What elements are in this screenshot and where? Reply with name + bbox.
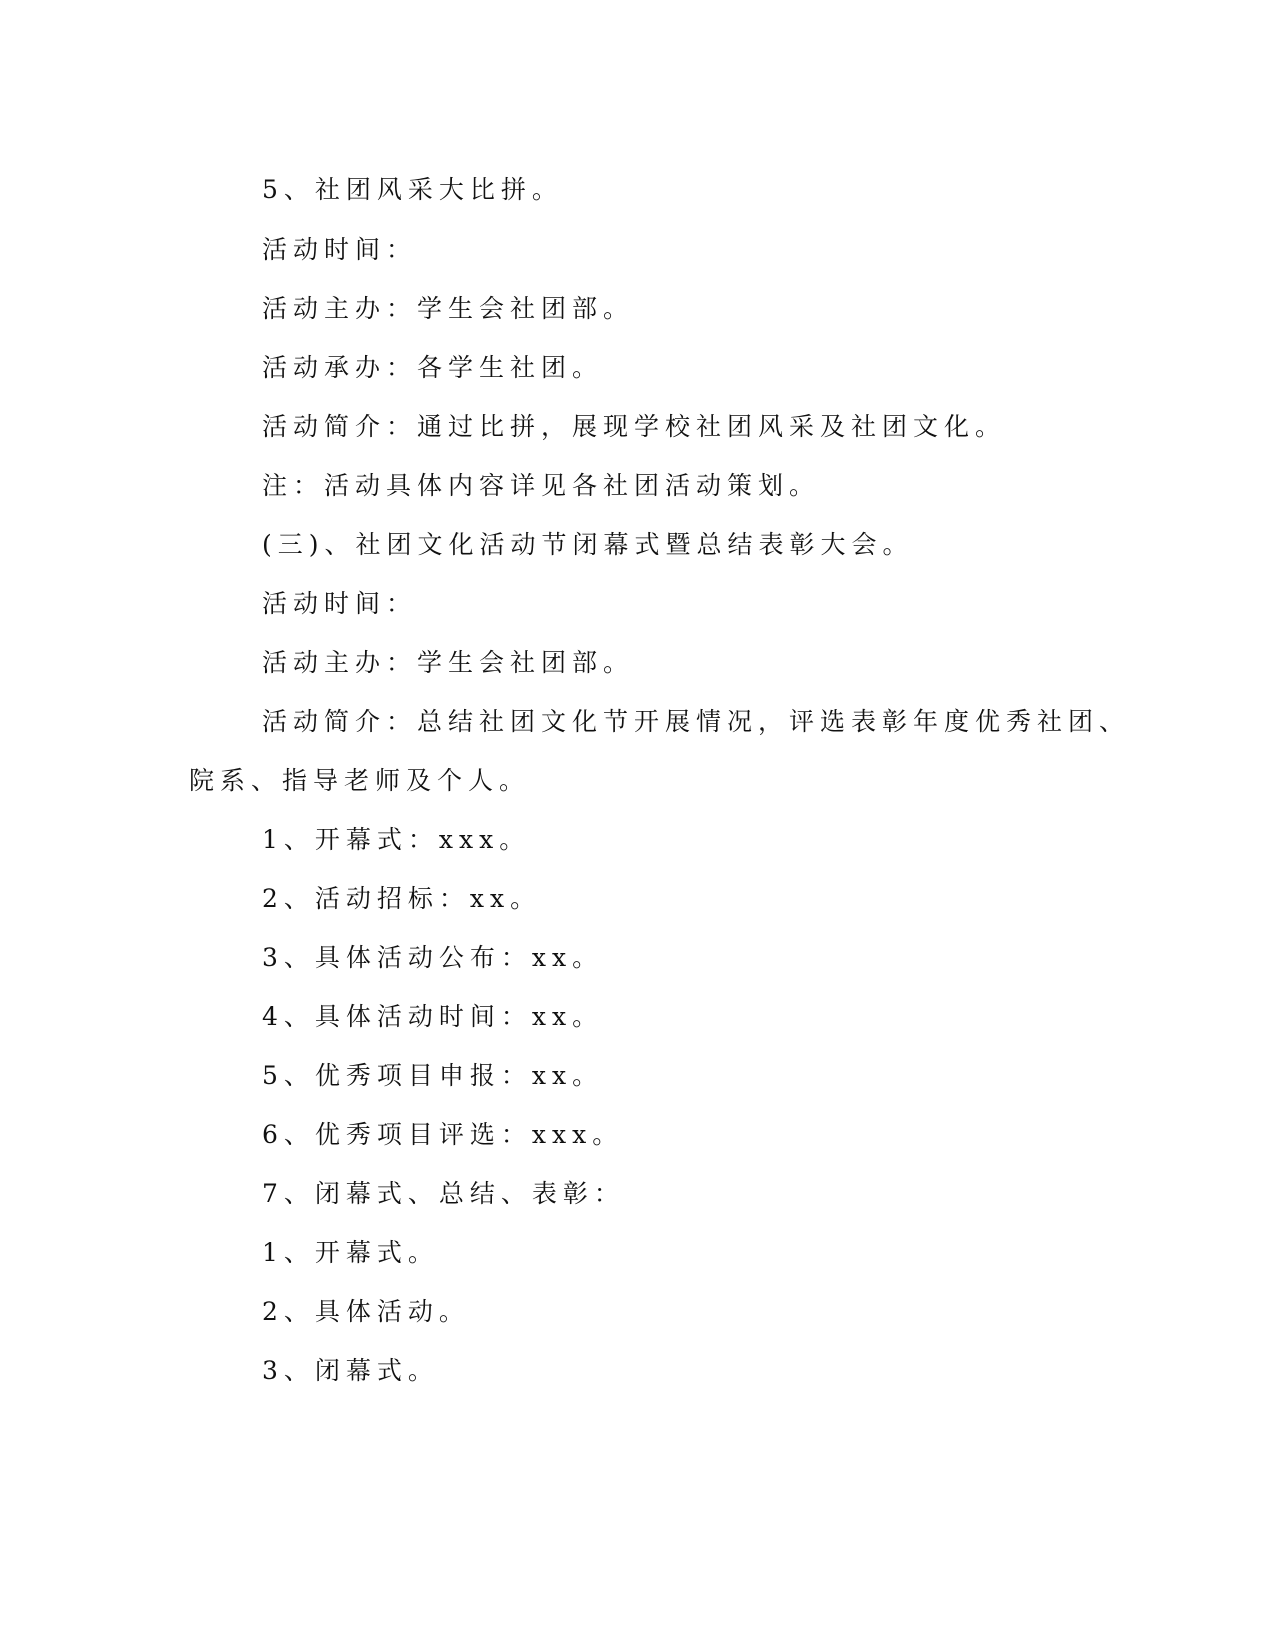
paragraph-line: 活动时间： [262, 589, 418, 618]
list-item: 3、具体活动公布：xx。 [262, 943, 604, 972]
list-item: 1、开幕式：xxx。 [262, 825, 531, 854]
paragraph-line: 活动主办：学生会社团部。 [262, 648, 635, 677]
paragraph-line: 活动简介：总结社团文化节开展情况，评选表彰年度优秀社团、 [262, 707, 1131, 736]
list-item: 2、具体活动。 [262, 1297, 470, 1326]
list-item: 7、闭幕式、总结、表彰： [262, 1179, 625, 1208]
list-item: 6、优秀项目评选：xxx。 [262, 1120, 624, 1149]
list-item: 2、活动招标：xx。 [262, 884, 542, 913]
paragraph-continuation: 院系、指导老师及个人。 [189, 766, 531, 795]
note-line: 注：活动具体内容详见各社团活动策划。 [262, 471, 821, 500]
list-item: 3、闭幕式。 [262, 1356, 439, 1385]
list-item: 1、开幕式。 [262, 1238, 439, 1267]
paragraph-line: 活动承办：各学生社团。 [262, 353, 604, 382]
paragraph-line: 活动简介：通过比拼，展现学校社团风采及社团文化。 [262, 412, 1007, 441]
list-item: 5、社团风采大比拼。 [262, 175, 563, 204]
list-item: 5、优秀项目申报：xx。 [262, 1061, 604, 1090]
section-heading: (三)、社团文化活动节闭幕式暨总结表彰大会。 [262, 530, 914, 559]
paragraph-line: 活动时间： [262, 235, 418, 264]
list-item: 4、具体活动时间：xx。 [262, 1002, 604, 1031]
paragraph-line: 活动主办：学生会社团部。 [262, 294, 635, 323]
